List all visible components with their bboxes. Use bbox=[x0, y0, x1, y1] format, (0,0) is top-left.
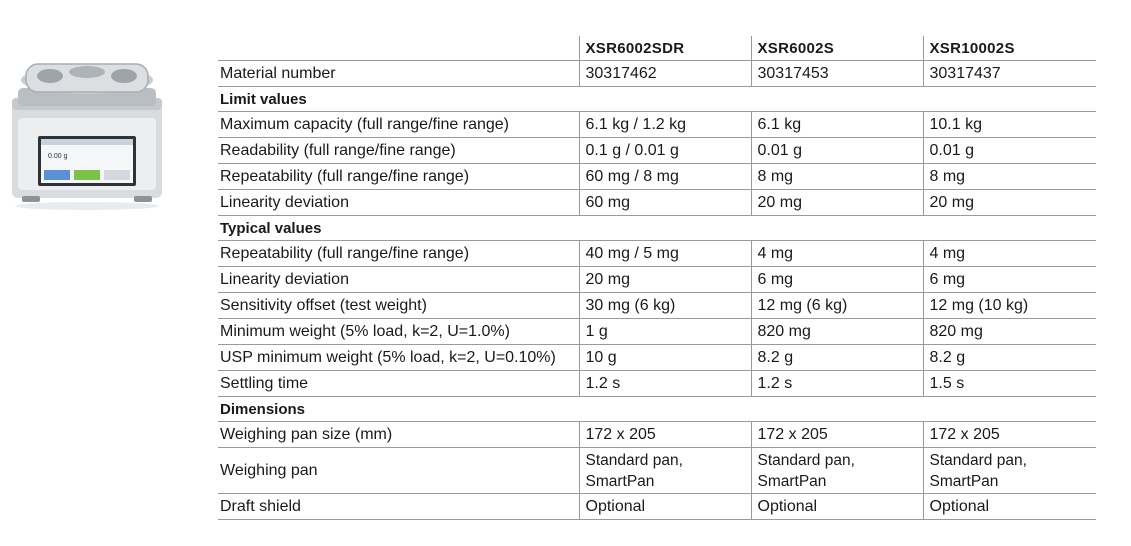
cell-value bbox=[923, 448, 1096, 494]
column-header: XSR6002SDR bbox=[579, 36, 751, 61]
row-label: Linearity deviation bbox=[218, 267, 579, 293]
cell-value: 6 mg bbox=[923, 267, 1096, 293]
table-row bbox=[218, 422, 1096, 448]
cell-value: 30317437 bbox=[923, 61, 1096, 87]
spec-table bbox=[218, 36, 1096, 520]
cell-value: 10 g bbox=[579, 345, 751, 371]
cell-value: 20 mg bbox=[923, 190, 1096, 216]
table-row bbox=[218, 345, 1096, 371]
display-reading: 0.00 g bbox=[48, 153, 68, 160]
cell-line: Standard pan, bbox=[585, 451, 683, 469]
table-row bbox=[218, 371, 1096, 397]
cell-value: 60 mg bbox=[579, 190, 751, 216]
row-label: Repeatability (full range/fine range) bbox=[218, 241, 579, 267]
cell-value: 0.01 g bbox=[751, 138, 923, 164]
cell-value: 1 g bbox=[579, 319, 751, 345]
row-label: Readability (full range/fine range) bbox=[218, 138, 579, 164]
cell-value: 172 x 205 bbox=[923, 422, 1096, 448]
row-label: Repeatability (full range/fine range) bbox=[218, 164, 579, 190]
section-header-row bbox=[218, 397, 1096, 422]
cell-value bbox=[579, 448, 751, 494]
cell-value: 4 mg bbox=[751, 241, 923, 267]
section-header-row bbox=[218, 87, 1096, 112]
table-row bbox=[218, 494, 1096, 520]
table-header-row bbox=[218, 36, 1096, 61]
table-row bbox=[218, 138, 1096, 164]
cell-value: 30 mg (6 kg) bbox=[579, 293, 751, 319]
table-row bbox=[218, 164, 1096, 190]
cell-value: 172 x 205 bbox=[751, 422, 923, 448]
cell-value: 60 mg / 8 mg bbox=[579, 164, 751, 190]
cell-value: 0.01 g bbox=[923, 138, 1096, 164]
cell-value: 6.1 kg / 1.2 kg bbox=[579, 112, 751, 138]
row-label: Draft shield bbox=[218, 494, 579, 520]
cell-value: 30317462 bbox=[579, 61, 751, 87]
cell-value: 172 x 205 bbox=[579, 422, 751, 448]
cell-value: 8.2 g bbox=[751, 345, 923, 371]
row-label: Linearity deviation bbox=[218, 190, 579, 216]
cell-value: 820 mg bbox=[923, 319, 1096, 345]
row-label: USP minimum weight (5% load, k=2, U=0.10%) bbox=[218, 345, 579, 371]
table-row bbox=[218, 293, 1096, 319]
cell-line: SmartPan bbox=[585, 472, 655, 490]
cell-line: Standard pan, bbox=[929, 451, 1027, 469]
cell-value: 8.2 g bbox=[923, 345, 1096, 371]
section-label: Typical values bbox=[218, 216, 1096, 241]
cell-value: 0.1 g / 0.01 g bbox=[579, 138, 751, 164]
column-header: XSR6002S bbox=[751, 36, 923, 61]
cell-line: SmartPan bbox=[757, 472, 827, 490]
cell-value: 6.1 kg bbox=[751, 112, 923, 138]
section-label: Dimensions bbox=[218, 397, 1096, 422]
cell-value: 20 mg bbox=[751, 190, 923, 216]
table-row bbox=[218, 448, 1096, 494]
cell-value: 10.1 kg bbox=[923, 112, 1096, 138]
cell-value bbox=[751, 448, 923, 494]
header-blank bbox=[218, 36, 579, 61]
row-label: Weighing pan bbox=[218, 448, 579, 494]
cell-value: 12 mg (6 kg) bbox=[751, 293, 923, 319]
cell-value: 12 mg (10 kg) bbox=[923, 293, 1096, 319]
column-header: XSR10002S bbox=[923, 36, 1096, 61]
table-row bbox=[218, 190, 1096, 216]
cell-line: SmartPan bbox=[929, 472, 999, 490]
cell-value: 20 mg bbox=[579, 267, 751, 293]
table-row bbox=[218, 267, 1096, 293]
section-header-row bbox=[218, 216, 1096, 241]
table-row bbox=[218, 61, 1096, 87]
row-label: Material number bbox=[218, 61, 579, 87]
cell-value: 6 mg bbox=[751, 267, 923, 293]
cell-value: Optional bbox=[751, 494, 923, 520]
balance-scale-icon bbox=[8, 58, 166, 214]
cell-value: Optional bbox=[579, 494, 751, 520]
cell-value: 1.2 s bbox=[751, 371, 923, 397]
row-label: Minimum weight (5% load, k=2, U=1.0%) bbox=[218, 319, 579, 345]
table-row bbox=[218, 112, 1096, 138]
cell-line: Standard pan, bbox=[757, 451, 855, 469]
row-label: Sensitivity offset (test weight) bbox=[218, 293, 579, 319]
cell-value: 4 mg bbox=[923, 241, 1096, 267]
table-row bbox=[218, 241, 1096, 267]
cell-value: 30317453 bbox=[751, 61, 923, 87]
section-label: Limit values bbox=[218, 87, 1096, 112]
cell-value: 8 mg bbox=[923, 164, 1096, 190]
cell-value: 1.5 s bbox=[923, 371, 1096, 397]
cell-value: 1.2 s bbox=[579, 371, 751, 397]
row-label: Weighing pan size (mm) bbox=[218, 422, 579, 448]
cell-value: 820 mg bbox=[751, 319, 923, 345]
cell-value: 8 mg bbox=[751, 164, 923, 190]
row-label: Maximum capacity (full range/fine range) bbox=[218, 112, 579, 138]
table-row bbox=[218, 319, 1096, 345]
cell-value: Optional bbox=[923, 494, 1096, 520]
cell-value: 40 mg / 5 mg bbox=[579, 241, 751, 267]
row-label: Settling time bbox=[218, 371, 579, 397]
